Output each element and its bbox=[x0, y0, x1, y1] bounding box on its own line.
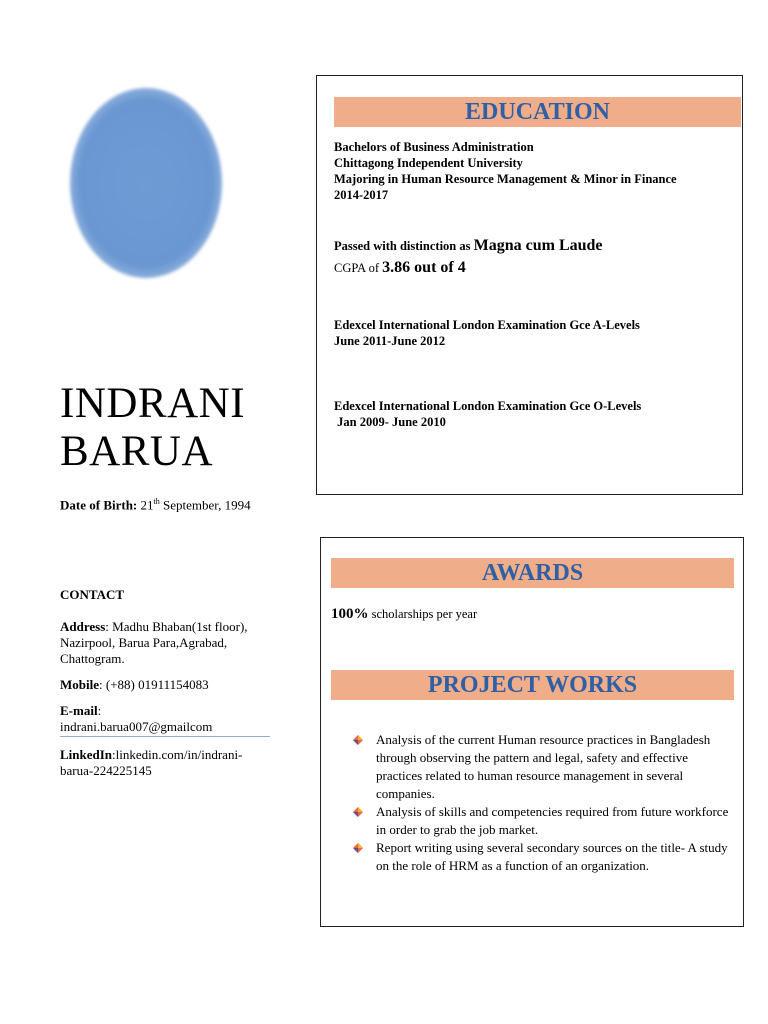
mobile-value: : (+88) 01911154083 bbox=[99, 677, 209, 692]
email-label: E-mail bbox=[60, 703, 98, 718]
address-value: : Madhu Bhaban(1st floor), Nazirpool, Barua Para,Agrabad, Chattogram. bbox=[60, 619, 248, 666]
distinction-prefix: Passed with distinction as bbox=[334, 239, 474, 253]
major: Majoring in Human Resource Management & Minor in Finance bbox=[334, 172, 677, 186]
profile-photo-placeholder bbox=[70, 88, 222, 278]
distinction: Magna cum Laude bbox=[473, 237, 603, 254]
cgpa-prefix: CGPA of bbox=[334, 261, 383, 275]
linkedin-label: LinkedIn bbox=[60, 747, 113, 762]
project-item-text: Analysis of the current Human resource practices in Bangladesh through observing the pattern and legal, safety and effective practices related to human resource management in several companies. bbox=[376, 732, 711, 801]
cgpa-line bbox=[334, 260, 466, 276]
dob-label: Date of Birth: bbox=[60, 497, 138, 513]
award-value: 100% bbox=[331, 606, 369, 622]
contact-section bbox=[60, 587, 275, 789]
contact-title: CONTACT bbox=[60, 587, 125, 602]
arrow-bullet-icon bbox=[353, 843, 363, 853]
dob-day: 21 bbox=[140, 497, 154, 513]
cgpa: 3.86 out of 4 bbox=[382, 259, 466, 276]
dob-suffix: th bbox=[153, 497, 160, 506]
arrow-bullet-icon bbox=[353, 735, 363, 745]
olevel-block bbox=[334, 398, 641, 430]
mobile-label: Mobile bbox=[60, 677, 99, 692]
email-row bbox=[60, 703, 275, 737]
address-label: Address bbox=[60, 619, 106, 634]
distinction-line bbox=[334, 238, 603, 254]
olevel-years: Jan 2009- June 2010 bbox=[334, 415, 446, 429]
award-text: scholarships per year bbox=[368, 607, 478, 621]
education-heading: EDUCATION bbox=[334, 97, 741, 127]
degree: Bachelors of Business Administration bbox=[334, 140, 534, 154]
mobile-row bbox=[60, 677, 275, 693]
alevel: Edexcel International London Examination Gce A-Levels bbox=[334, 318, 640, 332]
linkedin-value[interactable]: :linkedin.com/in/indrani-barua-224225145 bbox=[60, 747, 243, 778]
list-item bbox=[351, 803, 736, 839]
awards-heading: AWARDS bbox=[331, 558, 734, 588]
university: Chittagong Independent University bbox=[334, 156, 523, 170]
alevel-block bbox=[334, 317, 640, 349]
education-box bbox=[316, 75, 743, 495]
arrow-bullet-icon bbox=[353, 807, 363, 817]
projects-list bbox=[351, 731, 736, 875]
awards-line bbox=[331, 606, 477, 623]
project-item-text: Analysis of skills and competencies required from future workforce in order to grab the job market. bbox=[376, 804, 729, 837]
linkedin-row bbox=[60, 747, 275, 779]
education-degree-block bbox=[334, 139, 677, 203]
name-first: INDRANI bbox=[60, 380, 246, 427]
projects-heading: PROJECT WORKS bbox=[331, 670, 734, 700]
email-value[interactable]: indrani.barua007@gmailcom bbox=[60, 719, 270, 737]
alevel-years: June 2011-June 2012 bbox=[334, 334, 446, 348]
project-item-text: Report writing using several secondary sources on the title- A study on the role of HRM as a function of an organization. bbox=[376, 840, 728, 873]
awards-projects-box bbox=[320, 537, 744, 927]
degree-years: 2014-2017 bbox=[334, 188, 389, 202]
dob-rest: September, 1994 bbox=[159, 497, 251, 513]
candidate-name bbox=[60, 380, 245, 476]
list-item bbox=[351, 731, 736, 803]
list-item bbox=[351, 839, 736, 875]
date-of-birth bbox=[60, 497, 251, 513]
olevel: Edexcel International London Examination Gce O-Levels bbox=[334, 399, 642, 413]
name-last: BARUA bbox=[60, 428, 214, 475]
email-colon: : bbox=[97, 703, 102, 718]
address-row bbox=[60, 619, 275, 667]
